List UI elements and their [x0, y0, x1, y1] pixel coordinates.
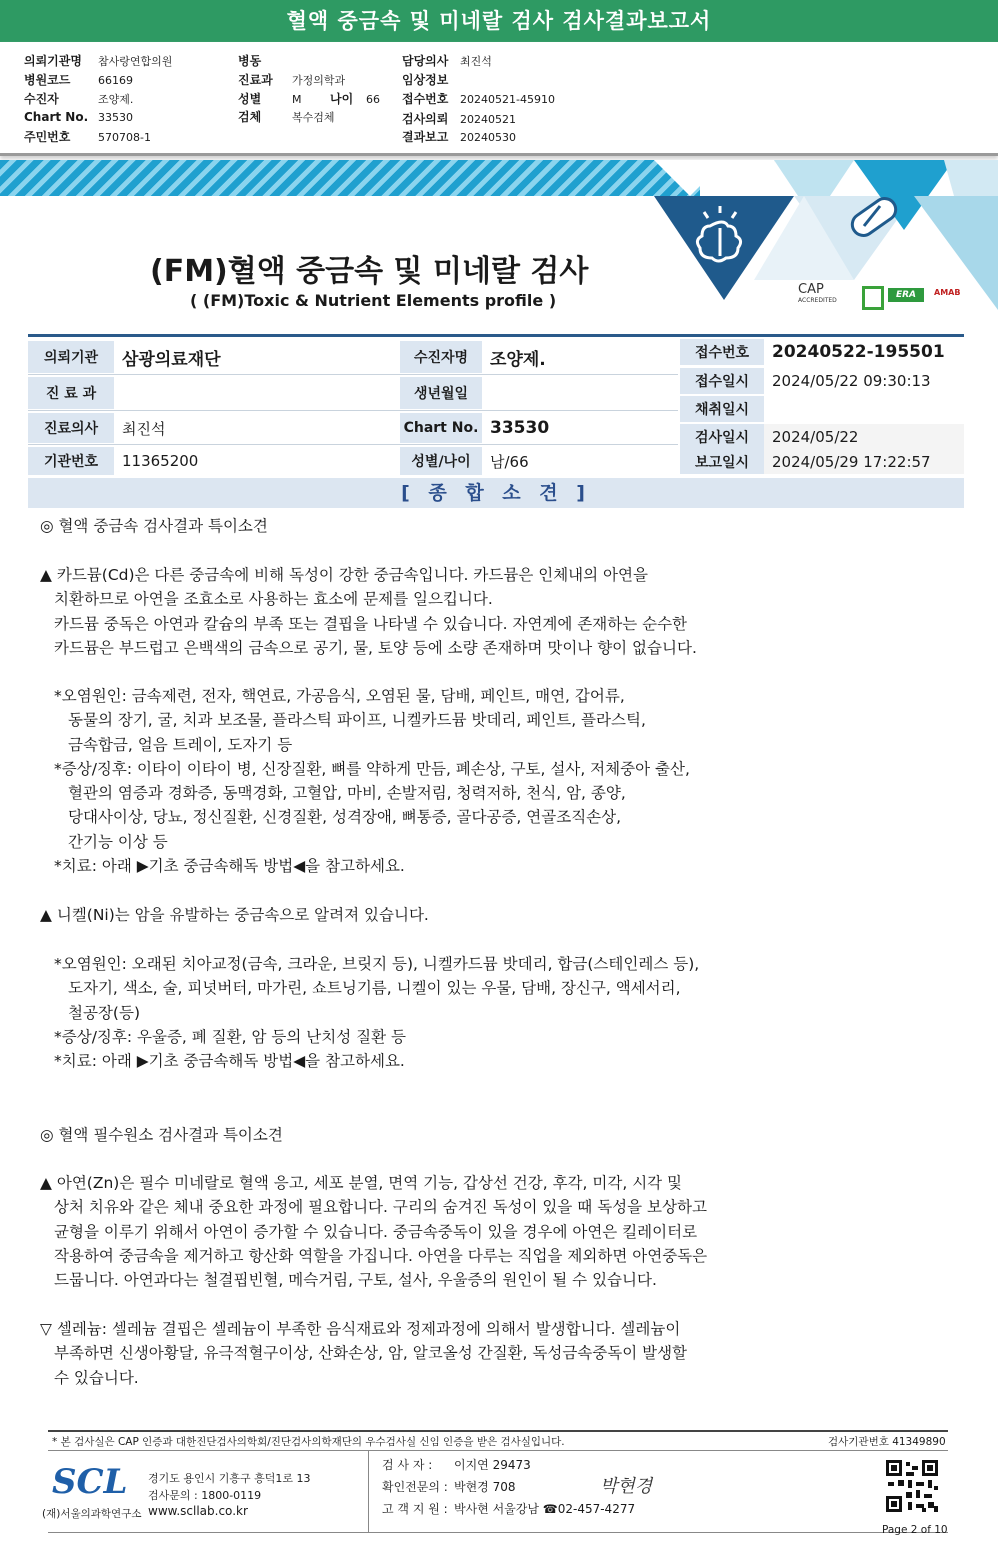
mineral-heading: ◎ 혈액 필수원소 검사결과 특이소견 — [40, 1126, 283, 1144]
header-hospital-code: 병원코드 66169 — [24, 73, 133, 87]
lab-website: www.scllab.co.kr — [148, 1504, 248, 1518]
nickel-details — [40, 952, 699, 1073]
patient-name-label: 수진자명 — [400, 341, 482, 373]
chart-no-label: Chart No. — [400, 413, 482, 443]
text-line: 작용하여 중금속을 제거하고 항산화 역할을 가집니다. 아연을 다루는 직업을 제외하면 아연중독은 — [54, 1246, 708, 1265]
cadmium-paragraph — [40, 563, 697, 660]
sex-age-value: 남/66 — [482, 447, 678, 475]
report-date-value: 2024/05/29 17:22:57 — [764, 450, 964, 474]
receipt-date-value: 2024/05/22 09:30:13 — [764, 368, 964, 394]
text-line: *오염원인: 오래된 치아교정(금속, 크라운, 브릿지 등), 니켈카드뮴 밧데리, 합금(스테인레스 등), — [54, 955, 700, 973]
selenium-paragraph — [40, 1317, 687, 1390]
lab-reg-no: 검사기관번호 41349890 — [828, 1436, 946, 1448]
zinc-paragraph — [40, 1171, 707, 1292]
header-report-date: 결과보고 20240530 — [402, 130, 516, 144]
heavy-metal-heading: ◎ 혈액 중금속 검사결과 특이소견 — [40, 517, 268, 535]
birth-label: 생년월일 — [400, 377, 482, 409]
text-line: *오염원인: 금속제련, 전자, 핵연료, 가공음식, 오염된 물, 담배, 페인트, 매연, 갑어류, — [54, 687, 625, 705]
org-no-label: 기관번호 — [28, 447, 114, 475]
expert-row: 확인전문의 : 박현경 708 — [382, 1480, 516, 1494]
text-line: 당대사이상, 당뇨, 정신질환, 신경질환, 성격장애, 뼈통증, 골다공증, 연골조직손상, — [68, 808, 622, 827]
dept-label: 진 료 과 — [28, 377, 114, 409]
request-org-label: 의뢰기관 — [28, 341, 114, 373]
header-request-org: 의뢰기관명 참사랑연합의원 — [24, 54, 173, 68]
tester-row: 검 사 자 : 이지연 29473 — [382, 1458, 531, 1472]
text-line: 수 있습니다. — [54, 1368, 139, 1387]
summary-heading: [ 종 합 소 견 ] — [28, 478, 964, 508]
lm-logo — [862, 286, 884, 310]
text-line: ▲ 아연(Zn)은 필수 미네랄로 혈액 응고, 세포 분열, 면역 기능, 갑상선 건강, 후각, 미각, 시각 및 — [40, 1174, 683, 1192]
header-patient: 수진자 조양제. — [24, 92, 134, 106]
receipt-no-label: 접수번호 — [680, 339, 764, 365]
lab-staff — [382, 1454, 635, 1520]
patient-header — [0, 42, 998, 156]
cap-logo: CAP ACCREDITED — [798, 282, 837, 304]
scl-name: (재)서울의과학연구소 — [42, 1508, 142, 1520]
header-ward: 병동 — [238, 54, 262, 68]
receipt-date-label: 접수일시 — [680, 368, 764, 394]
text-line: 금속합금, 얼음 트레이, 도자기 등 — [68, 735, 293, 754]
test-date-value: 2024/05/22 — [764, 424, 964, 450]
amab-logo: AMAB — [934, 288, 961, 297]
text-line: 혈관의 염증과 경화증, 동맥경화, 고혈압, 마비, 손발저림, 청력저하, 천식, 암, 종양, — [68, 784, 626, 803]
patient-name-value: 조양제. — [482, 341, 678, 373]
header-receipt-no: 접수번호 20240521-45910 — [402, 92, 555, 106]
patient-info-table — [28, 334, 964, 474]
birth-value — [482, 377, 678, 409]
header-clinical-info: 임상정보 — [402, 73, 449, 87]
qr-code-icon — [884, 1458, 940, 1514]
text-line: *치료: 아래 ▶기초 중금속해독 방법◀을 참고하세요. — [54, 857, 405, 876]
text-line: ▲ 카드뮴(Cd)은 다른 중금속에 비해 독성이 강한 중금속입니다. 카드뮴은 인체내의 아연을 — [40, 566, 648, 584]
receipt-no-value: 20240522-195501 — [764, 339, 964, 365]
support-row: 고 객 지 원 : 박사현 서울강남 ☎02-457-4277 — [382, 1502, 636, 1516]
request-org-value: 삼광의료재단 — [114, 341, 398, 373]
header-request-date: 검사의뢰 20240521 — [402, 112, 516, 126]
report-date-label: 보고일시 — [680, 450, 764, 474]
text-line: 카드뮴 중독은 아연과 칼슘의 부족 또는 결핍을 나타낼 수 있습니다. 자연계에 존재하는 순수한 — [54, 614, 688, 633]
text-line: *증상/징후: 우울증, 폐 질환, 암 등의 난치성 질환 등 — [54, 1027, 406, 1046]
header-sex: 성별 M — [238, 92, 302, 106]
text-line: 도자기, 색소, 술, 피넛버터, 마가린, 쇼트닝기름, 니켈이 있는 우물, 담배, 장신구, 액세서리, — [68, 979, 681, 998]
text-line: 동물의 장기, 굴, 치과 보조물, 플라스틱 파이프, 니켈카드뮴 밧데리, 페인트, 플라스틱, — [68, 711, 646, 730]
dept-value — [114, 377, 398, 409]
lab-address: 경기도 용인시 기흥구 흥덕1로 13 검사문의 : 1800-0119 — [148, 1472, 311, 1502]
text-line: 균형을 이루기 위해서 아연이 증가할 수 있습니다. 중금속중독이 있을 경우에 아연은 킬레이터로 — [54, 1222, 698, 1241]
header-specimen: 검체 복수검체 — [238, 110, 335, 124]
text-line: 간기능 이상 등 — [68, 832, 168, 851]
text-line: 상처 치유와 같은 체내 중요한 과정에 필요합니다. 구리의 숨겨진 독성이 있을 때 독성을 보상하고 — [54, 1198, 707, 1217]
text-line: ▽ 셀레늄: 셀레늄 결핍은 셀레늄이 부족한 음식재료와 정제과정에 의해서 발생합니다. 셀레늄이 — [40, 1320, 681, 1338]
org-no-value: 11365200 — [114, 447, 398, 475]
cadmium-details — [40, 684, 690, 878]
header-doctor: 담당의사 최진석 — [402, 54, 492, 68]
era-logo: ERA — [888, 288, 924, 302]
text-line: 치환하므로 아연을 조효소로 사용하는 효소에 문제를 일으킵니다. — [54, 590, 493, 609]
page-title: (FM)혈액 중금속 및 미네랄 검사 — [150, 254, 589, 289]
accreditation-logos — [798, 284, 968, 314]
text-line: 철공장(등) — [68, 1003, 140, 1022]
sex-age-label: 성별/나이 — [400, 447, 482, 475]
header-age: 나이 66 — [330, 92, 380, 106]
signature: 박현경 — [600, 1476, 653, 1497]
collect-date-value — [764, 396, 964, 422]
text-line: 카드뮴은 부드럽고 은백색의 금속으로 공기, 물, 토양 등에 소량 존재하며 맛이나 향이 없습니다. — [54, 638, 697, 657]
doctor-label: 진료의사 — [28, 413, 114, 443]
scl-logo: SCL — [52, 1462, 128, 1502]
text-line: *치료: 아래 ▶기초 중금속해독 방법◀을 참고하세요. — [54, 1052, 405, 1071]
test-date-label: 검사일시 — [680, 424, 764, 450]
header-chart-no: Chart No. 33530 — [24, 110, 133, 124]
report-footer — [0, 1430, 998, 1564]
header-resident-no: 주민번호 570708-1 — [24, 130, 151, 144]
text-line: 드뭅니다. 아연과다는 철결핍빈혈, 메슥거림, 구토, 설사, 우울증의 원인이 될 수 있습니다. — [54, 1271, 657, 1290]
page-subtitle: ( (FM)Toxic & Nutrient Elements profile ) — [190, 291, 557, 310]
accreditation-note: * 본 검사실은 CAP 인증과 대한진단검사의학회/진단검사의학재단의 우수검사실 신임 인증을 받은 검사실입니다. — [52, 1436, 565, 1448]
nickel-paragraph: ▲ 니켈(Ni)는 암을 유발하는 중금속으로 알려져 있습니다. — [40, 906, 429, 924]
doctor-value: 최진석 — [114, 413, 398, 443]
page-number: Page 2 of 10 — [882, 1524, 948, 1536]
text-line: *증상/징후: 이타이 이타이 병, 신장질환, 뼈를 약하게 만듬, 폐손상, 구토, 설사, 저체중아 출산, — [54, 759, 690, 778]
text-line: 부족하면 신생아황달, 유극적혈구이상, 산화손상, 암, 알코올성 간질환, 독성금속중독이 발생할 — [54, 1344, 688, 1363]
header-dept: 진료과 가정의학과 — [238, 73, 346, 87]
report-title-bar: 혈액 중금속 및 미네랄 검사 검사결과보고서 — [0, 0, 998, 42]
collect-date-label: 채취일시 — [680, 396, 764, 422]
chart-no-value: 33530 — [482, 413, 678, 443]
